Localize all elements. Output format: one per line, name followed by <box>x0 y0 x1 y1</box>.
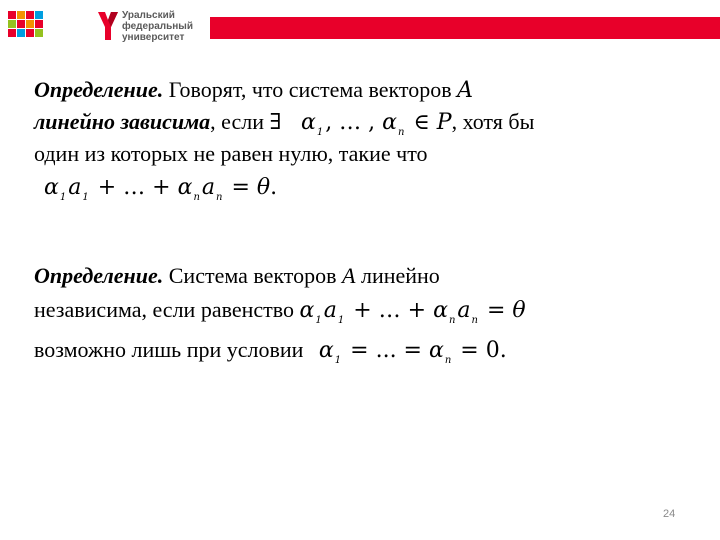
eq-alpha-n: α <box>177 175 193 200</box>
eq-sub-a-1: 1 <box>82 192 89 203</box>
subscript-1: 1 <box>316 127 324 138</box>
university-name <box>122 10 193 43</box>
system-variable-2: A <box>342 263 356 288</box>
alpha-n: α <box>382 110 398 135</box>
system-variable: A <box>457 78 473 103</box>
eq2-a-n: a <box>457 298 471 323</box>
definition-2-term: Определение. <box>34 263 164 288</box>
condition-equation <box>318 338 507 366</box>
cond-equals-zero: = 0. <box>453 338 507 363</box>
eq-equals: = <box>224 175 257 200</box>
cond-sub-1: 1 <box>334 355 342 366</box>
eq-a-1: a <box>68 175 82 200</box>
eq-sub-a-n: n <box>216 192 223 203</box>
definition-2-line-1 <box>34 260 440 291</box>
subscript-n: n <box>398 127 405 138</box>
eq2-sub-alpha-n: n <box>448 315 456 326</box>
definition-1-term: Определение. <box>34 77 164 102</box>
linear-combination-equation <box>44 172 277 213</box>
eq-theta: θ <box>256 175 271 200</box>
eq2-alpha-n: α <box>433 298 448 323</box>
eq2-sub-a-1: 1 <box>337 315 345 326</box>
independence-equation <box>299 298 526 326</box>
definition-2-text-2: линейно <box>355 263 440 288</box>
cond-sub-n: n <box>444 355 452 366</box>
university-name-line-3: университет <box>122 32 185 43</box>
eq-period: . <box>270 175 278 200</box>
coefficients-formula <box>300 110 452 138</box>
ellipsis: , … , <box>325 110 383 135</box>
definition-2-line-2 <box>34 294 526 336</box>
linearly-dependent-term: линейно зависима <box>34 109 211 134</box>
eq-plus: + … + <box>90 175 178 200</box>
exists-symbol: ∃ <box>269 110 282 135</box>
definition-2-line-3 <box>34 334 507 376</box>
cond-alpha-n: α <box>428 338 444 363</box>
definition-1-text-3: , хотя бы <box>451 109 535 134</box>
page-number: 24 <box>663 508 676 520</box>
cond-middle: = ... = <box>343 338 429 363</box>
alpha-1: α <box>300 110 316 135</box>
field-P: P <box>436 110 452 135</box>
definition-2-text-3: независима, если равенство <box>34 297 300 322</box>
definition-2-text-4: возможно лишь при условии <box>34 337 309 362</box>
eq2-equals: = <box>479 298 513 323</box>
definition-2-text-1: Система векторов <box>163 263 343 288</box>
definition-1-text-2: , если <box>210 109 270 134</box>
definition-1-line-3 <box>34 138 428 169</box>
header-accent-bar <box>210 17 720 39</box>
element-of-symbol: ∈ <box>406 110 437 135</box>
brand-grid-icon <box>8 11 44 41</box>
eq2-a-1: a <box>323 298 337 323</box>
eq2-alpha-1: α <box>299 298 315 323</box>
definition-1-text-1: Говорят, что система векторов <box>163 77 458 102</box>
definition-1-text-4: один из которых не равен нулю, такие что <box>34 141 428 166</box>
eq2-theta: θ <box>512 298 526 323</box>
university-name-line-1: Уральский <box>122 10 175 21</box>
eq2-sub-alpha-1: 1 <box>315 315 322 326</box>
eq2-plus: + … + <box>346 298 434 323</box>
eq-sub-alpha-n: n <box>193 192 200 203</box>
eq-alpha-1: α <box>44 175 59 200</box>
definition-1-line-1 <box>34 74 473 106</box>
cond-alpha-1: α <box>318 338 334 363</box>
eq2-sub-a-n: n <box>471 315 478 326</box>
eq-a-n: a <box>201 175 216 200</box>
ural-university-logo-icon <box>97 11 119 41</box>
university-name-line-2: федеральный <box>122 21 193 32</box>
eq-sub-alpha-1: 1 <box>59 192 67 203</box>
